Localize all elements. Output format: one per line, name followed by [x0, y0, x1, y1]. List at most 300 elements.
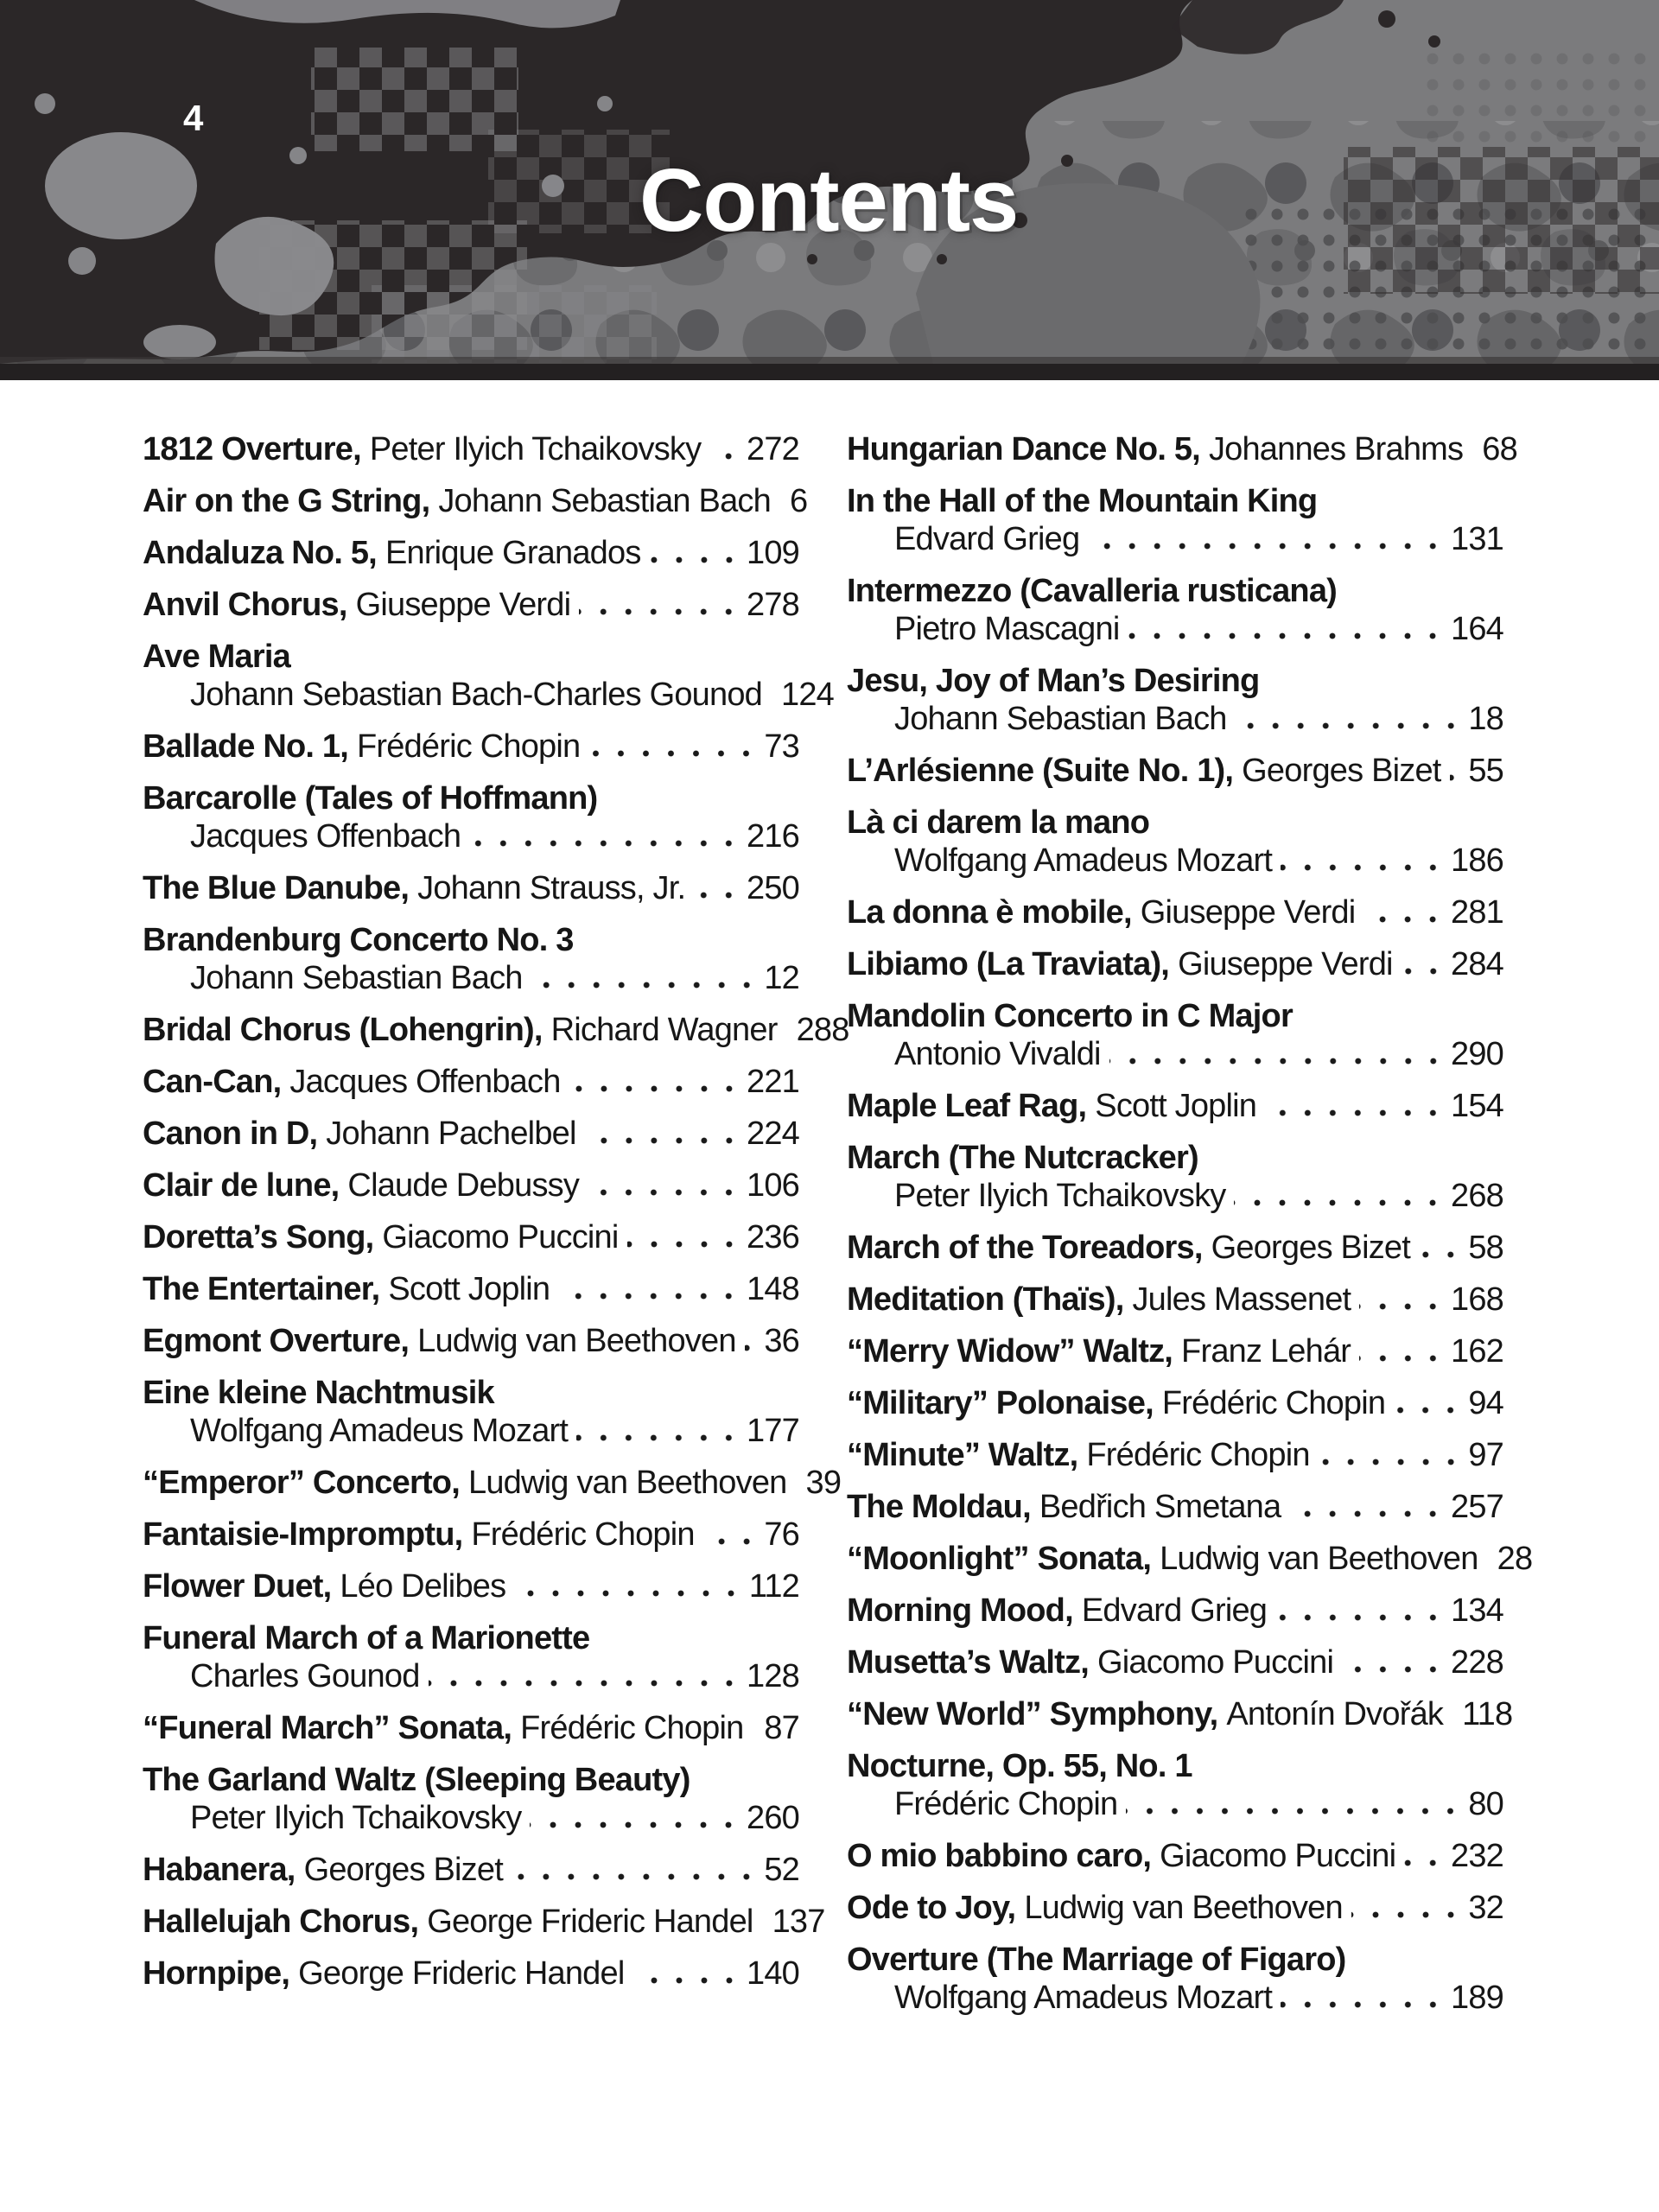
toc-entry — [847, 572, 1503, 648]
entry-page-number: 162 — [1450, 1333, 1503, 1370]
toc-entry — [143, 1464, 842, 1502]
entry-title: “Minute” Waltz, — [847, 1437, 1078, 1473]
toc-entry — [847, 1592, 1503, 1630]
entry-composer: Frédéric Chopin — [894, 1786, 1118, 1822]
dot-leader — [1126, 1785, 1465, 1823]
dot-leader — [512, 1851, 760, 1889]
toc-entry-line — [143, 959, 799, 997]
entry-title: Anvil Chorus, — [143, 587, 347, 623]
entry-composer: Wolfgang Amadeus Mozart — [894, 842, 1273, 879]
dot-leader — [1359, 1281, 1447, 1319]
entry-title: Clair de lune, — [143, 1167, 340, 1204]
toc-entry — [847, 1643, 1503, 1681]
dot-leader — [762, 1903, 769, 1941]
toc-entry — [847, 1087, 1503, 1125]
entry-title: Hallelujah Chorus, — [143, 1904, 419, 1940]
entry-page-number: 94 — [1468, 1385, 1503, 1421]
dot-leader — [429, 1657, 743, 1695]
entry-title: Andaluza No. 5, — [143, 535, 377, 571]
toc-entry — [847, 430, 1517, 468]
entry-title-line — [847, 804, 1503, 842]
entry-composer: George Frideric Handel — [427, 1904, 753, 1940]
toc-entry — [847, 804, 1503, 880]
entry-page-number: 189 — [1450, 1980, 1503, 2016]
dot-leader — [1450, 752, 1465, 790]
entry-composer: Enrique Granados — [385, 535, 641, 571]
entry-composer: Frédéric Chopin — [471, 1516, 695, 1553]
toc-entry — [847, 1695, 1513, 1733]
dot-leader — [1234, 1177, 1447, 1215]
toc-entry — [143, 921, 799, 997]
toc-entry-line — [847, 842, 1503, 880]
entry-page-number: 288 — [796, 1012, 849, 1048]
dot-leader — [1351, 1889, 1465, 1927]
toc-entry-line — [847, 893, 1503, 931]
entry-composer: Jacques Offenbach — [190, 818, 461, 855]
entry-page-number: 73 — [764, 728, 799, 765]
toc-entry — [143, 638, 835, 714]
entry-page-number: 36 — [764, 1323, 799, 1359]
entry-page-number: 80 — [1468, 1786, 1503, 1822]
entry-page-number: 55 — [1468, 753, 1503, 789]
toc-entry — [143, 869, 799, 907]
toc-entry — [143, 728, 799, 766]
dot-leader — [779, 482, 786, 520]
entry-page-number: 168 — [1450, 1281, 1503, 1318]
toc-entry-line — [143, 1516, 799, 1554]
entry-title: Intermezzo (Cavalleria rusticana) — [847, 573, 1338, 609]
toc-entry — [143, 1955, 799, 1993]
dot-leader — [579, 586, 743, 624]
dot-leader — [569, 1063, 743, 1101]
dot-leader — [585, 1115, 743, 1153]
entry-title: Doretta’s Song, — [143, 1219, 374, 1255]
toc-entry — [847, 945, 1503, 983]
entry-title: L’Arlésienne (Suite No. 1), — [847, 753, 1234, 789]
toc-entry — [143, 1166, 799, 1205]
entry-composer: Johann Strauss, Jr. — [417, 870, 686, 906]
page-title: Contents — [639, 150, 1019, 250]
toc-entry-line — [143, 1218, 799, 1256]
entry-title: Hornpipe, — [143, 1955, 290, 1992]
entry-composer: Ludwig van Beethoven — [467, 1465, 787, 1501]
entry-title: Mandolin Concerto in C Major — [847, 998, 1293, 1034]
entry-page-number: 250 — [746, 870, 799, 906]
dot-leader — [514, 1567, 746, 1605]
toc-entry — [143, 1567, 799, 1605]
entry-title: The Moldau, — [847, 1489, 1031, 1525]
toc-entry — [143, 586, 799, 624]
entry-title: Musetta’s Waltz, — [847, 1644, 1089, 1681]
entry-page-number: 52 — [764, 1852, 799, 1888]
entry-page-number: 260 — [746, 1800, 799, 1836]
dot-leader — [694, 869, 743, 907]
entry-composer: Frédéric Chopin — [1086, 1437, 1310, 1473]
toc-entry-line — [847, 520, 1503, 558]
entry-composer: Edvard Grieg — [1081, 1592, 1268, 1629]
entry-title: Hungarian Dance No. 5, — [847, 431, 1200, 467]
entry-title: Jesu, Joy of Man’s Desiring — [847, 663, 1260, 699]
toc-entry — [143, 1851, 799, 1889]
entry-page-number: 118 — [1462, 1696, 1513, 1732]
entry-composer: Johann Sebastian Bach — [438, 483, 771, 519]
entry-title: Can-Can, — [143, 1064, 282, 1100]
entry-title: The Entertainer, — [143, 1271, 380, 1307]
toc-entry-line — [143, 1270, 799, 1308]
entry-title: Ave Maria — [143, 639, 290, 675]
entry-title: Habanera, — [143, 1852, 296, 1888]
toc-entry-line — [847, 1540, 1533, 1578]
dot-leader — [1281, 842, 1447, 880]
dot-leader — [1394, 1384, 1465, 1422]
dot-leader — [786, 1011, 793, 1049]
entry-page-number: 221 — [746, 1064, 799, 1100]
toc-entry-line — [847, 945, 1503, 983]
entry-composer: Giacomo Puccini — [1096, 1644, 1334, 1681]
entry-composer: Johann Sebastian Bach-Charles Gounod — [190, 677, 762, 713]
toc-entry — [143, 1516, 799, 1554]
entry-title: Bridal Chorus (Lohengrin), — [143, 1012, 543, 1048]
entry-title: “Funeral March” Sonata, — [143, 1710, 512, 1746]
dot-leader — [588, 728, 760, 766]
entry-page-number: 148 — [746, 1271, 799, 1307]
entry-page-number: 28 — [1497, 1541, 1533, 1577]
entry-page-number: 87 — [764, 1710, 799, 1746]
entry-page-number: 12 — [764, 960, 799, 996]
entry-title: Libiamo (La Traviata), — [847, 946, 1170, 982]
entry-title: “Emperor” Concerto, — [143, 1465, 460, 1501]
toc-entry — [847, 997, 1503, 1073]
dot-leader — [1452, 1695, 1459, 1733]
toc-entry-line — [143, 430, 799, 468]
toc-entry-line — [847, 1087, 1503, 1125]
toc-entry — [143, 1115, 799, 1153]
entry-title: Ballade No. 1, — [143, 728, 348, 765]
entry-page-number: 281 — [1450, 894, 1503, 931]
toc-entry — [847, 1488, 1503, 1526]
toc-entry-line — [847, 1889, 1503, 1927]
toc-entry-line — [143, 1115, 799, 1153]
toc-entry-line — [143, 676, 835, 714]
entry-title-line — [847, 1747, 1503, 1785]
dot-leader — [1319, 1436, 1465, 1474]
entry-title: 1812 Overture, — [143, 431, 361, 467]
entry-composer: Bedřich Smetana — [1039, 1489, 1281, 1525]
entry-title: March of the Toreadors, — [847, 1230, 1203, 1266]
dot-leader — [1471, 430, 1478, 468]
entry-title: Brandenburg Concerto No. 3 — [143, 922, 574, 958]
toc-entry-line — [847, 1979, 1503, 2017]
entry-page-number: 284 — [1450, 946, 1503, 982]
entry-composer: Giacomo Puccini — [382, 1219, 619, 1255]
entry-page-number: 134 — [1450, 1592, 1503, 1629]
dot-leader — [752, 1709, 760, 1747]
entry-page-number: 124 — [781, 677, 835, 713]
toc-entry-line — [847, 1785, 1503, 1823]
dot-leader — [1342, 1643, 1447, 1681]
dot-leader — [745, 1322, 761, 1360]
dot-leader — [1363, 893, 1447, 931]
dot-leader — [627, 1218, 743, 1256]
entry-composer: Giuseppe Verdi — [1178, 946, 1393, 982]
dot-leader — [633, 1955, 743, 1993]
entry-title: Là ci darem la mano — [847, 804, 1150, 841]
toc-entry-line — [143, 1955, 799, 1993]
toc-entry-line — [143, 1464, 842, 1502]
entry-composer: Johann Sebastian Bach — [894, 701, 1227, 737]
entry-page-number: 154 — [1450, 1088, 1503, 1124]
toc-entry-line — [847, 752, 1503, 790]
dot-leader — [1281, 1979, 1447, 2017]
toc-entry-line — [143, 1322, 799, 1360]
dot-leader — [703, 1516, 761, 1554]
entry-composer: Peter Ilyich Tchaikovsky — [894, 1178, 1226, 1214]
entry-title: Nocturne, Op. 55, No. 1 — [847, 1748, 1192, 1784]
entry-page-number: 112 — [748, 1568, 799, 1605]
toc-entry — [143, 1011, 849, 1049]
entry-title: Meditation (Thaïs), — [847, 1281, 1124, 1318]
entry-title: In the Hall of the Mountain King — [847, 483, 1318, 519]
toc-entry-line — [847, 1177, 1503, 1215]
entry-title: Barcarolle (Tales of Hoffmann) — [143, 780, 598, 817]
entry-title: March (The Nutcracker) — [847, 1140, 1198, 1176]
entry-title: Air on the G String, — [143, 483, 430, 519]
entry-title-line — [143, 1619, 799, 1657]
entry-title: “Moonlight” Sonata, — [847, 1541, 1152, 1577]
entry-title-line — [143, 638, 799, 676]
entry-composer: Franz Lehár — [1181, 1333, 1351, 1370]
toc-entry-line — [143, 482, 808, 520]
toc-entry-line — [847, 1695, 1513, 1733]
toc-entry-line — [143, 728, 799, 766]
entry-composer: Johann Pachelbel — [326, 1116, 576, 1152]
dot-leader — [1404, 1837, 1447, 1875]
entry-page-number: 228 — [1450, 1644, 1503, 1681]
dot-leader — [1402, 945, 1447, 983]
entry-page-number: 216 — [746, 818, 799, 855]
entry-title-line — [847, 997, 1503, 1035]
toc-entry — [847, 1384, 1503, 1422]
toc-entry-line — [847, 1837, 1503, 1875]
toc-entry — [143, 1270, 799, 1308]
toc-entry-line — [143, 1412, 799, 1450]
entry-title: Fantaisie-Impromptu, — [143, 1516, 463, 1553]
dot-leader — [1487, 1540, 1494, 1578]
toc-entry-line — [847, 1488, 1503, 1526]
entry-title: The Blue Danube, — [143, 870, 410, 906]
toc-entry — [847, 1332, 1503, 1370]
entry-composer: Claude Debussy — [347, 1167, 580, 1204]
entry-composer: George Frideric Handel — [298, 1955, 625, 1992]
toc-entry — [143, 1374, 799, 1450]
entry-composer: Ludwig van Beethoven — [1024, 1890, 1343, 1926]
entry-title: “Merry Widow” Waltz, — [847, 1333, 1173, 1370]
toc-entry-line — [143, 869, 799, 907]
entry-page-number: 140 — [746, 1955, 799, 1992]
entry-composer: Georges Bizet — [1211, 1230, 1411, 1266]
dot-leader — [650, 534, 743, 572]
toc-entry-line — [847, 1332, 1503, 1370]
entry-page-number: 164 — [1450, 611, 1503, 647]
entry-composer: Antonio Vivaldi — [894, 1036, 1101, 1072]
entry-composer: Peter Ilyich Tchaikovsky — [190, 1800, 522, 1836]
toc-entry — [143, 1218, 799, 1256]
toc-entry — [847, 1837, 1503, 1875]
toc-entry — [847, 482, 1503, 558]
toc-entry-line — [847, 1592, 1503, 1630]
entry-composer: Frédéric Chopin — [357, 728, 581, 765]
toc-entry — [143, 1709, 799, 1747]
toc-entry-line — [143, 1011, 849, 1049]
entry-composer: Georges Bizet — [1242, 753, 1441, 789]
entry-composer: Léo Delibes — [340, 1568, 506, 1605]
toc-entry-line — [847, 1035, 1503, 1073]
entry-composer: Johannes Brahms — [1208, 431, 1464, 467]
toc-entry — [847, 1889, 1503, 1927]
entry-composer: Antonín Dvořák — [1226, 1696, 1444, 1732]
dot-leader — [531, 959, 761, 997]
toc-entry — [143, 430, 799, 468]
entry-page-number: 224 — [746, 1116, 799, 1152]
entry-title-line — [847, 1941, 1503, 1979]
entry-composer: Jules Massenet — [1132, 1281, 1351, 1318]
entry-title-line — [847, 1139, 1503, 1177]
toc-entry-line — [143, 1567, 799, 1605]
toc-column-left — [143, 430, 849, 2006]
entry-title: Egmont Overture, — [143, 1323, 410, 1359]
toc-entry — [847, 1229, 1503, 1267]
entry-title: Overture (The Marriage of Figaro) — [847, 1942, 1346, 1978]
toc-entry-line — [143, 1903, 825, 1941]
toc-entry — [143, 1761, 799, 1837]
entry-page-number: 177 — [746, 1413, 799, 1449]
toc-entry-line — [143, 1851, 799, 1889]
entry-page-number: 18 — [1468, 701, 1503, 737]
toc-entry — [847, 662, 1503, 738]
toc-entry — [143, 1322, 799, 1360]
entry-composer: Frédéric Chopin — [1161, 1385, 1386, 1421]
entry-composer: Pietro Mascagni — [894, 611, 1120, 647]
entry-composer: Wolfgang Amadeus Mozart — [894, 1980, 1273, 2016]
entry-page-number: 128 — [746, 1658, 799, 1694]
entry-page-number: 76 — [764, 1516, 799, 1553]
entry-composer: Georges Bizet — [303, 1852, 503, 1888]
toc-entry-line — [143, 1166, 799, 1205]
toc-entry — [847, 1747, 1503, 1823]
toc-entry-line — [143, 1063, 799, 1101]
toc-entry — [143, 779, 799, 855]
dot-leader — [588, 1166, 743, 1205]
toc-entry — [847, 1281, 1503, 1319]
entry-composer: Frédéric Chopin — [520, 1710, 744, 1746]
toc-entry — [143, 1063, 799, 1101]
entry-composer: Wolfgang Amadeus Mozart — [190, 1413, 569, 1449]
entry-page-number: 58 — [1468, 1230, 1503, 1266]
entry-page-number: 272 — [746, 431, 799, 467]
entry-page-number: 186 — [1450, 842, 1503, 879]
entry-composer: Scott Joplin — [1095, 1088, 1257, 1124]
entry-title: La donna è mobile, — [847, 894, 1132, 931]
entry-title: Morning Mood, — [847, 1592, 1073, 1629]
dot-leader — [530, 1799, 743, 1837]
entry-page-number: 236 — [746, 1219, 799, 1255]
entry-composer: Scott Joplin — [388, 1271, 550, 1307]
dot-leader — [1275, 1592, 1447, 1630]
toc-entry — [143, 482, 808, 520]
entry-title-line — [143, 1761, 799, 1799]
entry-page-number: 68 — [1482, 431, 1517, 467]
entry-title-line — [143, 921, 799, 959]
toc-entry — [847, 752, 1503, 790]
entry-page-number: 278 — [746, 587, 799, 623]
entry-composer: Giuseppe Verdi — [1140, 894, 1356, 931]
entry-composer: Edvard Grieg — [894, 521, 1080, 557]
toc-entry-line — [847, 1229, 1503, 1267]
dot-leader — [771, 676, 778, 714]
entry-title: “Military” Polonaise, — [847, 1385, 1154, 1421]
toc-entry — [143, 1619, 799, 1695]
toc-entry — [847, 893, 1503, 931]
entry-composer: Giuseppe Verdi — [355, 587, 571, 623]
entry-page-number: 232 — [1450, 1838, 1503, 1874]
dot-leader — [796, 1464, 803, 1502]
toc-entry — [847, 1540, 1533, 1578]
dot-leader — [1088, 520, 1447, 558]
entry-page-number: 32 — [1468, 1890, 1503, 1926]
dot-leader — [1109, 1035, 1447, 1073]
toc-entry — [143, 1903, 825, 1941]
entry-composer: Jacques Offenbach — [289, 1064, 561, 1100]
entry-title: “New World” Symphony, — [847, 1696, 1218, 1732]
entry-page-number: 290 — [1450, 1036, 1503, 1072]
entry-page-number: 109 — [746, 535, 799, 571]
entry-title-line — [847, 662, 1503, 700]
dot-leader — [1419, 1229, 1465, 1267]
entry-title: Eine kleine Nachtmusik — [143, 1375, 494, 1411]
entry-title-line — [847, 572, 1503, 610]
entry-title: The Garland Waltz (Sleeping Beauty) — [143, 1762, 690, 1798]
page-number: 4 — [183, 98, 204, 138]
entry-title: Maple Leaf Rag, — [847, 1088, 1087, 1124]
dot-leader — [709, 430, 743, 468]
entry-page-number: 39 — [805, 1465, 842, 1501]
entry-page-number: 257 — [1450, 1489, 1503, 1525]
entry-page-number: 6 — [789, 483, 808, 519]
toc-entry-line — [143, 1799, 799, 1837]
entry-title: O mio babbino caro, — [847, 1838, 1152, 1874]
dot-leader — [1236, 700, 1465, 738]
entry-title: Flower Duet, — [143, 1568, 332, 1605]
entry-composer: Giacomo Puccini — [1160, 1838, 1396, 1874]
toc-entry — [847, 1941, 1503, 2017]
entry-page-number: 137 — [772, 1904, 825, 1940]
dot-leader — [558, 1270, 743, 1308]
entry-composer: Ludwig van Beethoven — [1160, 1541, 1478, 1577]
toc-entry — [143, 534, 799, 572]
toc-entry — [847, 1436, 1503, 1474]
entry-title: Funeral March of a Marionette — [143, 1620, 590, 1656]
dot-leader — [1128, 610, 1447, 648]
entry-page-number: 97 — [1468, 1437, 1503, 1473]
toc-entry-line — [143, 534, 799, 572]
toc-column-right — [847, 430, 1533, 2031]
entry-title: Ode to Joy, — [847, 1890, 1016, 1926]
dot-leader — [1265, 1087, 1447, 1125]
toc-entry-line — [847, 610, 1503, 648]
dot-leader — [469, 817, 743, 855]
toc-entry-line — [847, 1281, 1503, 1319]
dot-leader — [1359, 1332, 1447, 1370]
